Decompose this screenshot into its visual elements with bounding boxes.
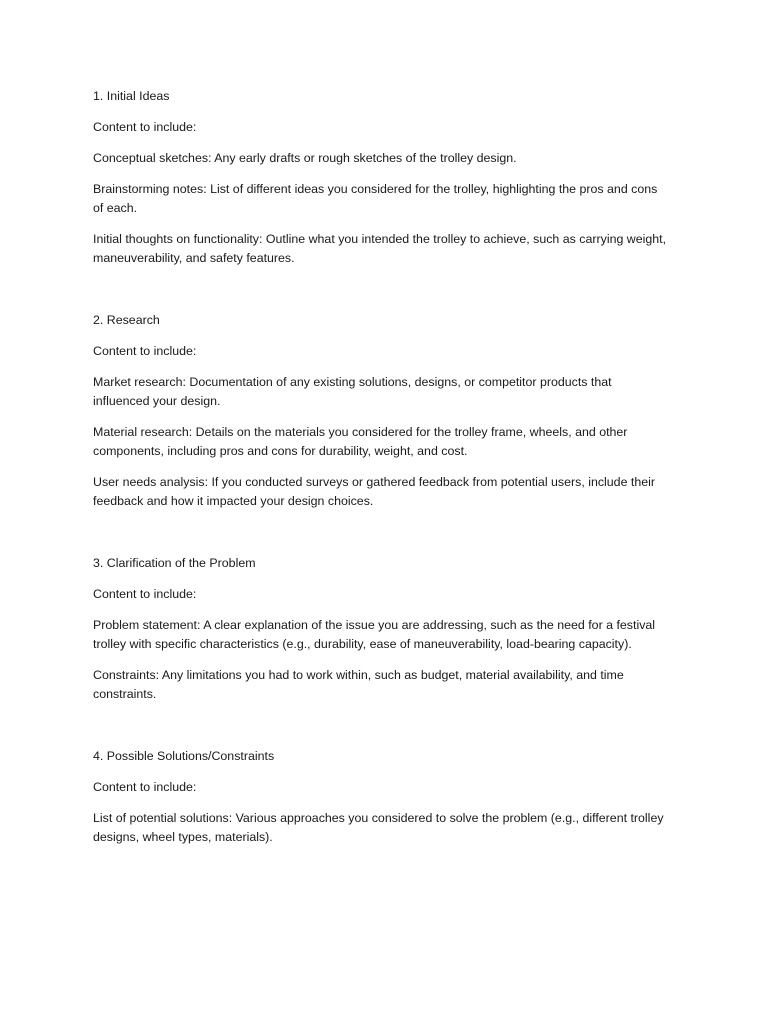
section-paragraph: Content to include:: [93, 120, 197, 134]
section-paragraph: Problem statement: A clear explanation of the issue you are addressing, such as the need for a festival trolley with specific characteristics (e.g., durability, ease of maneuverability, load-bearing capacity).: [93, 618, 656, 651]
section-clarification: [93, 554, 668, 704]
section-heading: 2. Research: [93, 313, 160, 327]
section-paragraph: Constraints: Any limitations you had to work within, such as budget, material availability, and time constraints.: [93, 668, 624, 701]
section-paragraph: Content to include:: [93, 344, 197, 358]
section-heading: 1. Initial Ideas: [93, 89, 170, 103]
section-paragraph: User needs analysis: If you conducted surveys or gathered feedback from potential users, include their feedback and how it impacted your design choices.: [93, 475, 656, 508]
section-heading: 3. Clarification of the Problem: [93, 556, 256, 570]
section-paragraph: Market research: Documentation of any existing solutions, designs, or competitor products that influenced your design.: [93, 375, 612, 408]
section-paragraph: Conceptual sketches: Any early drafts or rough sketches of the trolley design.: [93, 151, 517, 165]
section-paragraph: Brainstorming notes: List of different ideas you considered for the trolley, highlighting the pros and cons of each.: [93, 182, 658, 215]
section-paragraph: Material research: Details on the materials you considered for the trolley frame, wheels, and other components, including pros and cons for durability, weight, and cost.: [93, 425, 628, 458]
section-initial-ideas: [93, 87, 668, 268]
section-heading: 4. Possible Solutions/Constraints: [93, 749, 275, 763]
section-paragraph: Content to include:: [93, 780, 197, 794]
section-paragraph: Initial thoughts on functionality: Outline what you intended the trolley to achieve, such as carrying weight, maneuverability, and safety features.: [93, 232, 667, 265]
section-paragraph: List of potential solutions: Various approaches you considered to solve the problem (e.g., different trolley designs, wheel types, materials).: [93, 811, 664, 844]
section-possible-solutions: [93, 747, 668, 847]
section-paragraph: Content to include:: [93, 587, 197, 601]
section-research: [93, 311, 668, 511]
